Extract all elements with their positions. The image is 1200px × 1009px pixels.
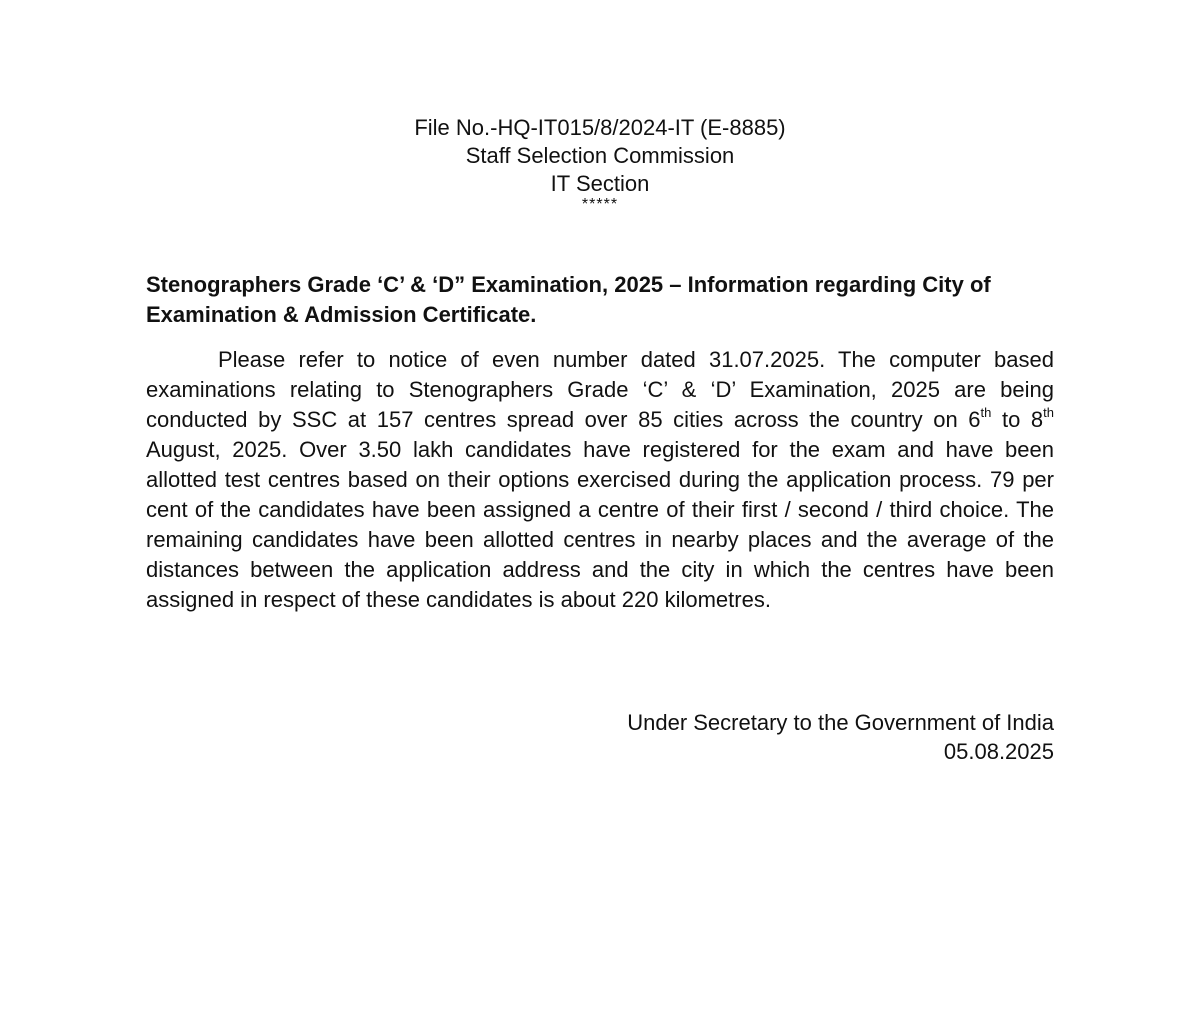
- file-number: File No.-HQ-IT015/8/2024-IT (E-8885): [414, 115, 786, 140]
- section-name: IT Section: [550, 171, 650, 196]
- signatory-designation: Under Secretary to the Government of India: [627, 710, 1054, 735]
- organization-name: Staff Selection Commission: [465, 143, 735, 168]
- signature-block: [627, 708, 1054, 766]
- ordinal-suffix-2: th: [1043, 404, 1055, 420]
- notice-subject: Stenographers Grade ‘C’ & ‘D” Examination, 2025 – Information regarding City of Examination & Admission Certificate.: [146, 272, 991, 327]
- ordinal-suffix-1: th: [980, 404, 992, 420]
- notice-date: 05.08.2025: [943, 739, 1054, 764]
- notice-body: [146, 345, 1054, 615]
- body-text-part-2: to 8: [991, 407, 1044, 432]
- notice-header: [0, 114, 1200, 212]
- body-text-part-3: August, 2025. Over 3.50 lakh candidates have registered for the exam and have been allotted test centres based on their options exercised during the application process. 79 per cent of the candidates have been assigned a centre of their first / second / third choice. The remaining candidates have been allotted centres in nearby places and the average of the distances between the application address and the city in which the centres have been assigned in respect of these candidates is about 220 kilometres.: [146, 437, 1054, 612]
- body-text-part-1: Please refer to notice of even number dated 31.07.2025. The computer based examinations relating to Stenographers Grade ‘C’ & ‘D’ Examination, 2025 are being conducted by SSC at 157 centres spread over 85 cities across the country on 6: [146, 347, 1054, 432]
- body-paragraph: [146, 345, 1054, 615]
- header-separator: *****: [581, 196, 619, 213]
